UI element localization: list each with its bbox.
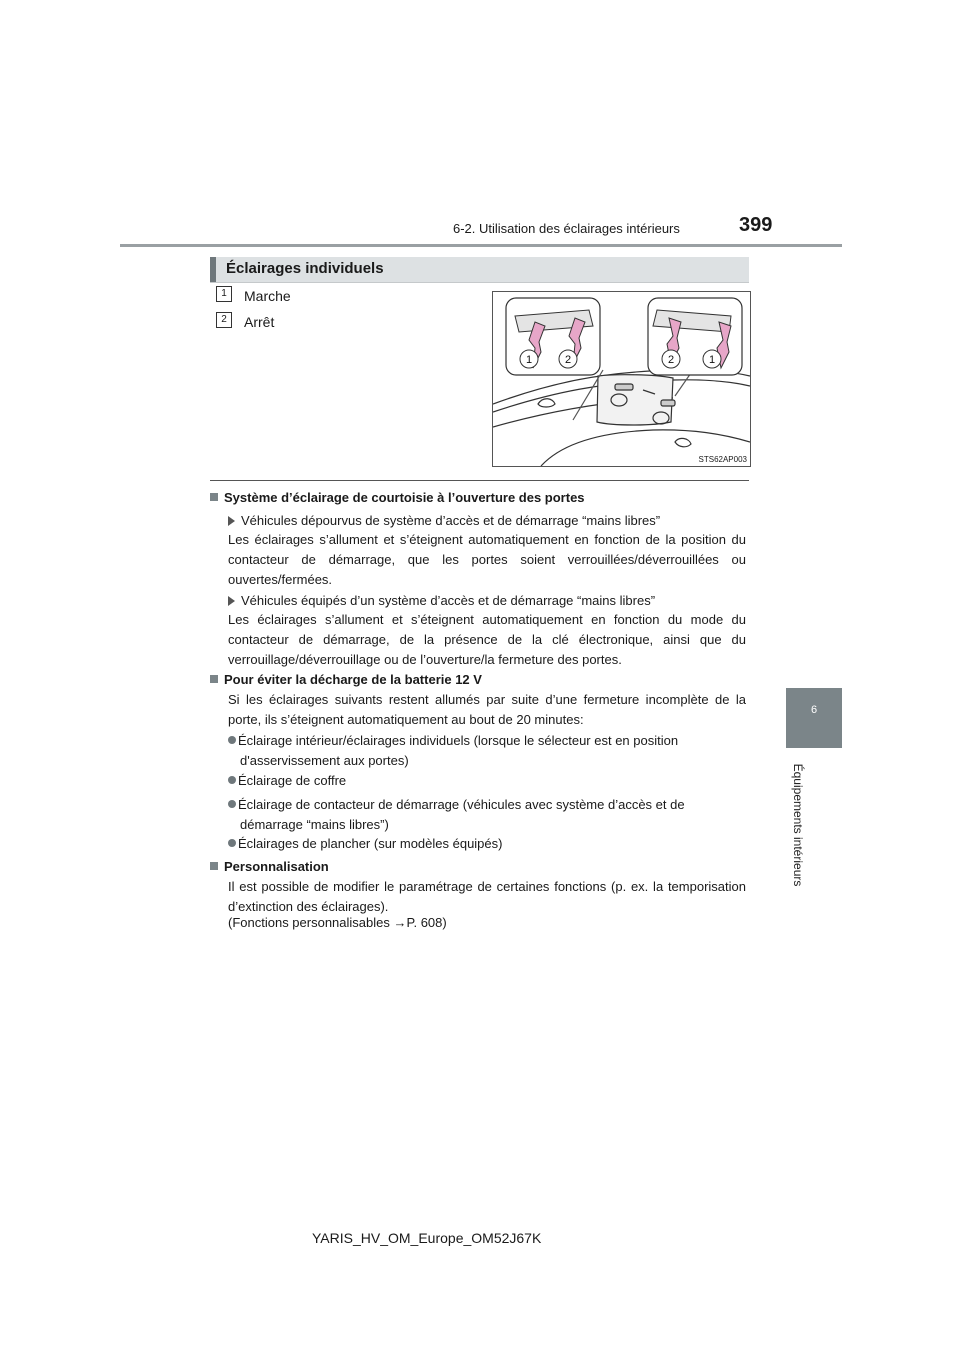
square-bullet-icon [210, 862, 218, 870]
courtesy-case-1-text: Véhicules dépourvus de système d’accès et de démarrage “mains libres” [241, 513, 661, 528]
round-bullet-icon [228, 800, 236, 808]
courtesy-case-2 [228, 593, 655, 608]
battery-bullet-3: Éclairage de contacteur de démarrage (véhicules avec système d’accès et de démarrage “mains libres”) [228, 795, 749, 835]
zoom-inset-left [506, 298, 600, 375]
round-bullet-icon [228, 839, 236, 847]
figure-callout-4: 1 [708, 354, 716, 366]
courtesy-case-2-text: Véhicules équipés d’un système d’accès et de démarrage “mains libres” [241, 593, 656, 608]
courtesy-text-2: Les éclairages s’allument et s’éteignent automatiquement en fonction du mode du contacteur de démarrage, de la présence de la clé électronique, ainsi que du verrouillage/déverrouillage ou de l’ouverture/la fermeture des portes. [228, 612, 746, 667]
figure-callout-1: 1 [525, 354, 533, 366]
custom-reference: (Fonctions personnalisables →P. 608) [228, 915, 447, 930]
arrow-right-icon [228, 516, 235, 526]
header-section-title: 6-2. Utilisation des éclairages intérieurs [453, 221, 680, 236]
courtesy-heading-text: Système d’éclairage de courtoisie à l’ouverture des portes [224, 490, 585, 505]
round-bullet-icon [228, 776, 236, 784]
lamp-drawing [493, 292, 750, 466]
figure-code: STS62AP003 [698, 455, 747, 464]
footer-doc-id: YARIS_HV_OM_Europe_OM52J67K [312, 1230, 542, 1246]
section-rule [210, 480, 749, 481]
battery-heading [210, 672, 482, 687]
custom-heading-text: Personnalisation [224, 859, 329, 874]
square-bullet-icon [210, 675, 218, 683]
round-bullet-icon [228, 736, 236, 744]
arrow-right-icon [228, 596, 235, 606]
battery-bullet-4: Éclairages de plancher (sur modèles équipés) [228, 834, 749, 854]
callout-2-label: Arrêt [244, 314, 275, 330]
callout-1-badge: 1 [216, 286, 232, 302]
page-number: 399 [739, 214, 773, 236]
chapter-tab [786, 688, 842, 748]
chapter-number: 6 [810, 704, 818, 716]
section-title: Éclairages individuels [226, 260, 384, 277]
courtesy-text-1: Les éclairages s’allument et s’éteignent automatiquement en fonction de la position du contacteur de démarrage, que les portes soient verrouillées/déverrouillées ou ouvertes/fermées. [228, 532, 746, 587]
battery-bullet-1: Éclairage intérieur/éclairages individuels (lorsque le sélecteur est en position d'asservissement aux portes) [228, 731, 749, 771]
section-heading [210, 257, 749, 283]
callout-2-badge: 2 [216, 312, 232, 328]
callout-1-label: Marche [244, 288, 291, 304]
courtesy-case-1 [228, 513, 660, 528]
figure-callout-3: 2 [667, 354, 675, 366]
square-bullet-icon [210, 493, 218, 501]
courtesy-heading [210, 490, 585, 505]
chapter-label [790, 757, 806, 892]
section-heading-bar [210, 257, 216, 282]
battery-text: Si les éclairages suivants restent allumés par suite d’une fermeture incomplète de la porte, ils s’éteignent automatiquement au bout de 20 minutes: [228, 692, 746, 727]
header-rule [120, 244, 842, 247]
custom-text: Il est possible de modifier le paramétrage de certaines fonctions (p. ex. la temporisation d’extinction des éclairages). [228, 879, 746, 914]
custom-heading [210, 859, 329, 874]
battery-heading-text: Pour éviter la décharge de la batterie 12 V [224, 672, 482, 687]
figure-callout-2: 2 [564, 354, 572, 366]
battery-bullet-2: Éclairage de coffre [228, 771, 749, 791]
lamp-illustration [492, 291, 751, 467]
chapter-title: Équipements intérieurs [791, 763, 805, 886]
